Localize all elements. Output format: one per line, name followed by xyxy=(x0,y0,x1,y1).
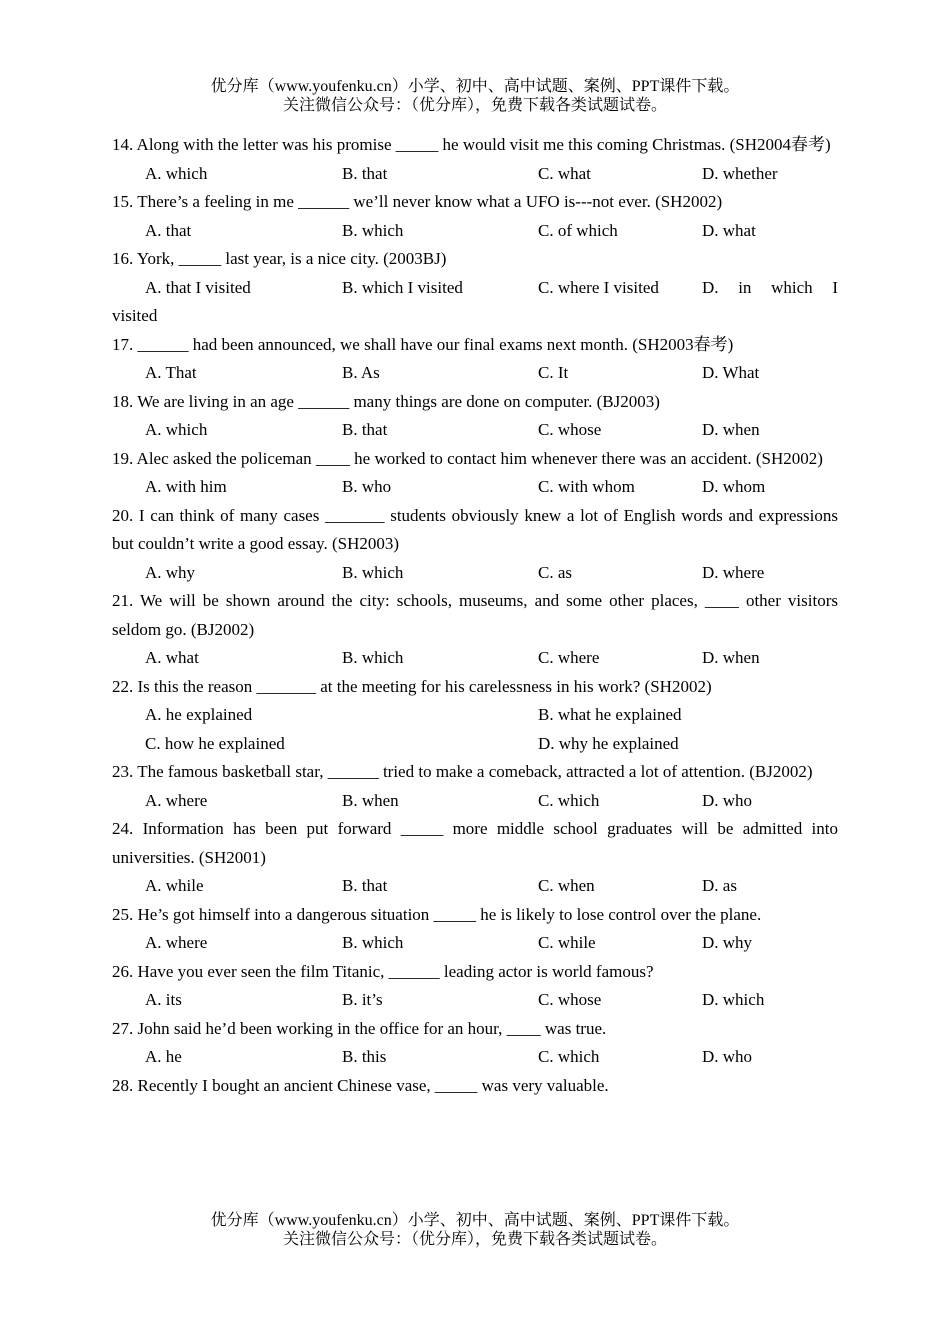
option-d-word: in xyxy=(738,277,752,297)
option-d: D. who xyxy=(702,790,753,810)
question-25: 25. He’s got himself into a dangerous situation _____ he is likely to lose control over the plane. xyxy=(112,904,762,924)
option-d: D. which xyxy=(702,990,765,1009)
options-20 xyxy=(112,559,838,588)
question-list xyxy=(112,131,838,1100)
option-a: A. that xyxy=(145,220,192,240)
option-c: C. where xyxy=(538,648,600,667)
option-d: D. What xyxy=(702,363,760,382)
option-d: D. whom xyxy=(702,477,766,496)
option-d: D. why xyxy=(702,933,753,952)
question-19: 19. Alec asked the policeman ____ he worked to contact him whenever there was an accident. (SH2002) xyxy=(112,448,823,468)
options-25 xyxy=(112,929,838,958)
option-a: A. he explained xyxy=(145,705,253,724)
question-24: 24. Information has been put forward _____ more middle school graduates will be admitted into universities. (SH2001) xyxy=(112,819,838,867)
question-14: 14. Along with the letter was his promise _____ he would visit me this coming Christmas. (SH2004春考) xyxy=(112,135,831,154)
option-d: D. why he explained xyxy=(538,733,679,753)
option-d xyxy=(702,274,838,303)
option-d-word: I xyxy=(832,277,838,297)
options-18 xyxy=(112,416,838,445)
question-18: 18. We are living in an age ______ many things are done on computer. (BJ2003) xyxy=(112,391,660,411)
option-d: D. what xyxy=(702,220,756,240)
option-a: A. where xyxy=(145,790,208,810)
options-22-row-1 xyxy=(112,701,838,730)
options-15 xyxy=(112,217,838,246)
option-d: D. where xyxy=(702,562,765,582)
question-15: 15. There’s a feeling in me ______ we’ll never know what a UFO is---not ever. (SH2002) xyxy=(112,192,723,211)
footer-line-2: 关注微信公众号：（优分库），免费下载各类试题试卷。 xyxy=(282,1231,667,1248)
options-17 xyxy=(112,359,838,388)
options-22-row-2 xyxy=(112,730,838,759)
question-17: 17. ______ had been announced, we shall have our final exams next month. (SH2003春考) xyxy=(112,334,734,354)
question-28: 28. Recently I bought an ancient Chinese vase, _____ was very valuable. xyxy=(112,1075,609,1095)
option-c: C. as xyxy=(538,562,572,582)
option-c: C. while xyxy=(538,933,596,952)
option-d: D. when xyxy=(702,420,760,439)
option-d: D. whether xyxy=(702,163,778,183)
option-d-word: D. xyxy=(702,277,719,297)
option-b: B. As xyxy=(342,363,380,382)
option-a: A. with him xyxy=(145,477,227,496)
option-d: D. when xyxy=(702,648,760,667)
option-a: A. its xyxy=(145,990,182,1009)
option-c: C. what xyxy=(538,163,591,183)
options-27 xyxy=(112,1043,838,1072)
option-c: C. whose xyxy=(538,420,602,439)
option-a: A. while xyxy=(145,876,204,895)
option-c: C. where I visited xyxy=(538,277,659,297)
option-c: C. whose xyxy=(538,990,602,1009)
option-a: A. which xyxy=(145,163,208,183)
footer-line-1: 优分库（www.youfenku.cn）小学、初中、高中试题、案例、PPT课件下载。 xyxy=(210,1212,740,1229)
option-c: C. which xyxy=(538,790,600,810)
option-b: B. which xyxy=(342,220,404,240)
page-header xyxy=(0,77,950,115)
options-14 xyxy=(112,160,838,189)
question-27: 27. John said he’d been working in the office for an hour, ____ was true. xyxy=(112,1018,607,1038)
option-b: B. that xyxy=(342,420,388,439)
option-b: B. that xyxy=(342,876,388,895)
question-20: 20. I can think of many cases _______ students obviously knew a lot of English words and expressions but couldn’t write a good essay. (SH2003) xyxy=(112,505,838,553)
question-23: 23. The famous basketball star, ______ tried to make a comeback, attracted a lot of attention. (BJ2002) xyxy=(112,762,813,781)
question-21: 21. We will be shown around the city: schools, museums, and some other places, ____ other visitors seldom go. (BJ2002) xyxy=(112,591,838,639)
option-d: D. who xyxy=(702,1047,753,1066)
option-b: B. who xyxy=(342,477,392,496)
option-d-continued: visited xyxy=(112,306,158,325)
option-a: A. what xyxy=(145,648,199,667)
options-19 xyxy=(112,473,838,502)
options-16 xyxy=(112,274,838,331)
option-b: B. what he explained xyxy=(538,705,682,724)
header-line-2: 关注微信公众号：（优分库），免费下载各类试题试卷。 xyxy=(282,97,667,114)
option-a: A. that I visited xyxy=(145,277,251,297)
question-16: 16. York, _____ last year, is a nice city. (2003BJ) xyxy=(112,249,447,268)
option-c: C. with whom xyxy=(538,477,635,496)
option-b: B. which xyxy=(342,933,404,952)
option-c: C. which xyxy=(538,1047,600,1066)
options-23 xyxy=(112,787,838,816)
option-a: A. he xyxy=(145,1047,182,1066)
question-22: 22. Is this the reason _______ at the meeting for his carelessness in his work? (SH2002) xyxy=(112,676,712,696)
option-b: B. this xyxy=(342,1047,387,1066)
option-b: B. which I visited xyxy=(342,277,463,297)
option-d: D. as xyxy=(702,876,737,895)
option-a: A. which xyxy=(145,420,208,439)
option-d-word: which xyxy=(771,277,813,297)
option-c: C. how he explained xyxy=(145,733,285,753)
question-26: 26. Have you ever seen the film Titanic, ______ leading actor is world famous? xyxy=(112,961,654,981)
options-24 xyxy=(112,872,838,901)
option-c: C. of which xyxy=(538,220,618,240)
option-c: C. when xyxy=(538,876,595,895)
option-a: A. where xyxy=(145,933,208,952)
page-footer xyxy=(0,1211,950,1249)
option-b: B. it’s xyxy=(342,990,383,1009)
options-26 xyxy=(112,986,838,1015)
header-line-1: 优分库（www.youfenku.cn）小学、初中、高中试题、案例、PPT课件下载。 xyxy=(210,78,740,95)
option-c: C. It xyxy=(538,363,569,382)
option-a: A. why xyxy=(145,562,196,582)
option-a: A. That xyxy=(145,363,197,382)
options-21 xyxy=(112,644,838,673)
option-b: B. which xyxy=(342,648,404,667)
option-b: B. that xyxy=(342,163,388,183)
option-b: B. which xyxy=(342,562,404,582)
option-b: B. when xyxy=(342,790,399,810)
